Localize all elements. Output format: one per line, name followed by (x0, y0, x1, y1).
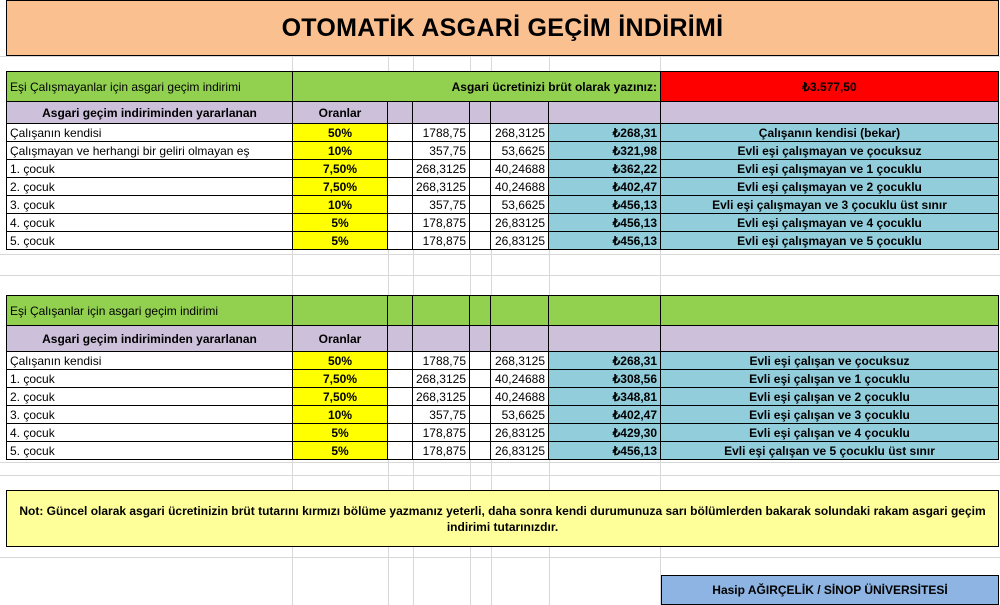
t1-row-empty[interactable] (388, 196, 413, 214)
t2-row-rate[interactable]: 7,50% (293, 370, 388, 388)
t2-row-rate[interactable]: 5% (293, 442, 388, 460)
t2-row-value-b[interactable]: 26,83125 (491, 442, 549, 460)
t2-row-amount[interactable]: ₺308,56 (549, 370, 661, 388)
credit-text: Hasip AĞIRÇELİK / SİNOP ÜNİVERSİTESİ (712, 583, 948, 597)
t1-row-empty[interactable] (388, 124, 413, 142)
t1-row-label[interactable]: 1. çocuk (6, 160, 293, 178)
t1-row-amount[interactable]: ₺456,13 (549, 232, 661, 250)
t1-header-cell[interactable] (470, 102, 491, 124)
t1-row-empty[interactable] (388, 160, 413, 178)
t2-row-empty[interactable] (388, 352, 413, 370)
t2-section-cell[interactable] (293, 295, 388, 326)
t1-row-label[interactable]: Çalışanın kendisi (6, 124, 293, 142)
section-label-not-working[interactable]: Eşi Çalışmayanlar için asgari geçim indirimi (6, 71, 293, 102)
t1-row-value-a[interactable]: 357,75 (413, 142, 470, 160)
t2-row-empty[interactable] (470, 388, 491, 406)
t1-row-empty[interactable] (470, 124, 491, 142)
t2-section-cell[interactable] (413, 295, 470, 326)
t1-row-value-a[interactable]: 178,875 (413, 214, 470, 232)
t1-row-rate[interactable]: 5% (293, 232, 388, 250)
t1-row-description[interactable]: Çalışanın kendisi (bekar) (661, 124, 999, 142)
t2-row-description[interactable]: Evli eşi çalışan ve çocuksuz (661, 352, 999, 370)
t1-row-label[interactable]: Çalışmayan ve herhangi bir geliri olmayan eş (6, 142, 293, 160)
t2-row-amount[interactable]: ₺429,30 (549, 424, 661, 442)
t1-row-label[interactable]: 3. çocuk (6, 196, 293, 214)
t1-row-label[interactable]: 4. çocuk (6, 214, 293, 232)
t1-row-rate[interactable]: 10% (293, 196, 388, 214)
t2-row-description[interactable]: Evli eşi çalışan ve 3 çocuklu (661, 406, 999, 424)
t2-row-description[interactable]: Evli eşi çalışan ve 2 çocuklu (661, 388, 999, 406)
t2-row-empty[interactable] (470, 406, 491, 424)
t2-row-label[interactable]: Çalışanın kendisi (6, 352, 293, 370)
t1-row-description[interactable]: Evli eşi çalışmayan ve 5 çocuklu (661, 232, 999, 250)
t2-header-cell[interactable] (491, 326, 549, 352)
t2-row-empty[interactable] (470, 442, 491, 460)
t1-row-description[interactable]: Evli eşi çalışmayan ve 1 çocuklu (661, 160, 999, 178)
t2-row-value-a[interactable]: 268,3125 (413, 388, 470, 406)
input-prompt[interactable]: Asgari ücretinizi brüt olarak yazınız: (293, 71, 661, 102)
t1-row-value-b[interactable]: 26,83125 (491, 214, 549, 232)
t2-section-cell[interactable] (491, 295, 549, 326)
t2-row-rate[interactable]: 7,50% (293, 388, 388, 406)
t1-header-cell[interactable] (388, 102, 413, 124)
t2-row-value-b[interactable]: 40,24688 (491, 388, 549, 406)
t2-header-cell[interactable] (388, 326, 413, 352)
gridline (0, 56, 1000, 57)
t1-row-amount[interactable]: ₺362,22 (549, 160, 661, 178)
t1-row-empty[interactable] (388, 214, 413, 232)
t1-row-rate[interactable]: 7,50% (293, 160, 388, 178)
t2-row-amount[interactable]: ₺348,81 (549, 388, 661, 406)
t1-row-value-a[interactable]: 1788,75 (413, 124, 470, 142)
credit-cell[interactable] (661, 575, 999, 605)
t2-row-amount[interactable]: ₺456,13 (549, 442, 661, 460)
t2-row-empty[interactable] (388, 370, 413, 388)
t2-section-cell[interactable] (549, 295, 661, 326)
t1-row-label[interactable]: 5. çocuk (6, 232, 293, 250)
t1-row-empty[interactable] (388, 232, 413, 250)
t1-header-cell[interactable] (491, 102, 549, 124)
page-title: OTOMATİK ASGARİ GEÇİM İNDİRİMİ (281, 13, 724, 42)
gridline (0, 254, 1000, 255)
t2-section-cell[interactable] (661, 295, 999, 326)
t2-row-value-a[interactable]: 178,875 (413, 442, 470, 460)
t1-row-amount[interactable]: ₺321,98 (549, 142, 661, 160)
t1-row-amount[interactable]: ₺456,13 (549, 214, 661, 232)
t1-row-value-a[interactable]: 268,3125 (413, 160, 470, 178)
t1-header-label[interactable]: Asgari geçim indiriminden yararlanan (6, 102, 293, 124)
t2-row-description[interactable]: Evli eşi çalışan ve 5 çocuklu üst sınır (661, 442, 999, 460)
t1-row-empty[interactable] (470, 232, 491, 250)
t1-row-amount[interactable]: ₺402,47 (549, 178, 661, 196)
t2-row-rate[interactable]: 50% (293, 352, 388, 370)
t2-row-label[interactable]: 5. çocuk (6, 442, 293, 460)
t1-row-value-b[interactable]: 53,6625 (491, 196, 549, 214)
t2-row-empty[interactable] (388, 442, 413, 460)
t1-row-label[interactable]: 2. çocuk (6, 178, 293, 196)
gridline (0, 275, 1000, 276)
t1-row-rate[interactable]: 5% (293, 214, 388, 232)
t1-row-empty[interactable] (388, 178, 413, 196)
t2-row-value-a[interactable]: 1788,75 (413, 352, 470, 370)
t2-row-value-b[interactable]: 268,3125 (491, 352, 549, 370)
t2-row-empty[interactable] (388, 388, 413, 406)
gridline (0, 557, 1000, 558)
t2-row-amount[interactable]: ₺268,31 (549, 352, 661, 370)
t1-row-amount[interactable]: ₺268,31 (549, 124, 661, 142)
t2-header-label[interactable]: Asgari geçim indiriminden yararlanan (6, 326, 293, 352)
note-text: Not: Güncel olarak asgari ücretinizin brüt tutarını kırmızı bölüme yazmanız yeterli, daha sonra kendi durumunuza sarı bölümlerden bakarak solundaki rakam asgari geçim indirimi tutarınızdır. (19, 503, 986, 534)
t2-header-cell[interactable] (549, 326, 661, 352)
t2-row-description[interactable]: Evli eşi çalışan ve 1 çocuklu (661, 370, 999, 388)
t1-row-description[interactable]: Evli eşi çalışmayan ve 4 çocuklu (661, 214, 999, 232)
t1-row-value-b[interactable]: 268,3125 (491, 124, 549, 142)
t2-row-rate[interactable]: 10% (293, 406, 388, 424)
t2-header-cell[interactable] (661, 326, 999, 352)
t2-row-description[interactable]: Evli eşi çalışan ve 4 çocuklu (661, 424, 999, 442)
t1-row-value-b[interactable]: 53,6625 (491, 142, 549, 160)
gridline (0, 462, 1000, 463)
t1-row-description[interactable]: Evli eşi çalışmayan ve 2 çocuklu (661, 178, 999, 196)
t2-row-rate[interactable]: 5% (293, 424, 388, 442)
t2-header-rates[interactable]: Oranlar (293, 326, 388, 352)
note-cell[interactable] (6, 490, 999, 547)
t1-row-value-b[interactable]: 26,83125 (491, 232, 549, 250)
t1-row-description[interactable]: Evli eşi çalışmayan ve çocuksuz (661, 142, 999, 160)
t1-row-value-b[interactable]: 40,24688 (491, 160, 549, 178)
t1-row-empty[interactable] (388, 142, 413, 160)
t2-row-label[interactable]: 4. çocuk (6, 424, 293, 442)
t1-header-cell[interactable] (661, 102, 999, 124)
t2-row-value-b[interactable]: 26,83125 (491, 424, 549, 442)
t2-row-value-a[interactable]: 357,75 (413, 406, 470, 424)
t1-header-cell[interactable] (413, 102, 470, 124)
t2-row-label[interactable]: 2. çocuk (6, 388, 293, 406)
gross-wage-input[interactable]: ₺3.577,50 (661, 71, 999, 102)
t2-row-label[interactable]: 1. çocuk (6, 370, 293, 388)
t1-row-value-a[interactable]: 178,875 (413, 232, 470, 250)
gridline (0, 475, 1000, 476)
t2-row-value-a[interactable]: 178,875 (413, 424, 470, 442)
t2-header-cell[interactable] (470, 326, 491, 352)
t1-row-value-a[interactable]: 268,3125 (413, 178, 470, 196)
t2-section-label[interactable]: Eşi Çalışanlar için asgari geçim indirimi (6, 295, 293, 326)
t2-section-cell[interactable] (470, 295, 491, 326)
t2-row-value-a[interactable]: 268,3125 (413, 370, 470, 388)
t1-row-rate[interactable]: 7,50% (293, 178, 388, 196)
t2-header-cell[interactable] (413, 326, 470, 352)
t1-row-amount[interactable]: ₺456,13 (549, 196, 661, 214)
t2-row-empty[interactable] (470, 370, 491, 388)
t1-row-empty[interactable] (470, 178, 491, 196)
t1-row-rate[interactable]: 10% (293, 142, 388, 160)
t2-row-label[interactable]: 3. çocuk (6, 406, 293, 424)
t2-row-value-b[interactable]: 40,24688 (491, 370, 549, 388)
t1-row-rate[interactable]: 50% (293, 124, 388, 142)
t2-row-empty[interactable] (388, 406, 413, 424)
t1-row-empty[interactable] (470, 214, 491, 232)
t1-header-rates[interactable]: Oranlar (293, 102, 388, 124)
title-cell[interactable] (6, 0, 999, 56)
t1-row-value-b[interactable]: 40,24688 (491, 178, 549, 196)
t2-row-empty[interactable] (470, 424, 491, 442)
t1-header-cell[interactable] (549, 102, 661, 124)
t2-row-value-b[interactable]: 53,6625 (491, 406, 549, 424)
t1-row-value-a[interactable]: 357,75 (413, 196, 470, 214)
t2-section-cell[interactable] (388, 295, 413, 326)
t1-row-empty[interactable] (470, 160, 491, 178)
t2-row-empty[interactable] (470, 352, 491, 370)
t1-row-empty[interactable] (470, 142, 491, 160)
t1-row-description[interactable]: Evli eşi çalışmayan ve 3 çocuklu üst sınır (661, 196, 999, 214)
t2-row-empty[interactable] (388, 424, 413, 442)
t2-row-amount[interactable]: ₺402,47 (549, 406, 661, 424)
t1-row-empty[interactable] (470, 196, 491, 214)
